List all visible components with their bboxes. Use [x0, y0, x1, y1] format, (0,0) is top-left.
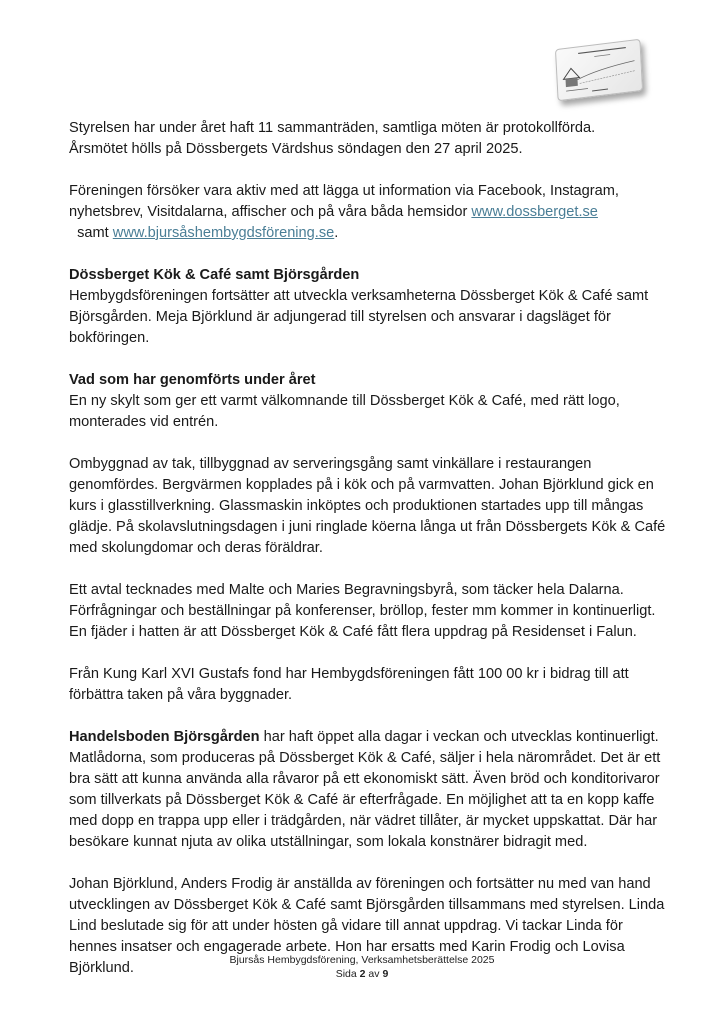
section-text-kok-cafe: Hembygdsföreningen fortsätter att utveckla verksamheterna Dössberget Kök & Café samt Björsgården. Meja Björklund är adjungerad till styrelsen och ansvarar i dagsläget för bokföringen. [69, 288, 649, 346]
footer-title: Bjursås Hembygdsförening, Verksamhetsberättelse 2025 [229, 954, 495, 966]
dossberget-link[interactable]: www.dossberget.se [471, 204, 598, 220]
section-heading-genomfort: Vad som har genomförts under året [69, 372, 316, 388]
ombyggnad-paragraph: Ombyggnad av tak, tillbyggnad av serveringsgång samt vinkällare i restaurangen genomfördes. Bergvärmen kopplades på i kök och på varmvatten. Johan Björklund gick en kurs i glasstillverkning. Glassmaskin inköptes och produktionen startades upp till mångas glädje. På skolavslutningsdagen i juni ringlade köerna långa ut från Dössbergets Kök & Café med skolungdomar och deras föräldrar. [69, 456, 666, 556]
document-body [69, 118, 669, 1000]
hembygdsforening-logo-icon [555, 39, 643, 102]
total-pages: 9 [382, 968, 389, 980]
bidrag-paragraph: Från Kung Karl XVI Gustafs fond har Hembygdsföreningen fått 100 00 kr i bidrag till att förbättra taken på våra byggnader. [69, 666, 629, 703]
meetings-text: Styrelsen har under året haft 11 sammanträden, samtliga möten är protokollförda. [69, 120, 596, 136]
handelsboden-paragraph [69, 727, 669, 853]
postcard-sketch-icon [556, 40, 642, 100]
skylt-paragraph: En ny skylt som ger ett varmt välkomnande till Dössberget Kök & Café, med rätt logo, monterades vid entrén. [69, 393, 620, 430]
section-heading-kok-cafe: Dössberget Kök & Café samt Björsgården [69, 267, 360, 283]
hembygdsforening-link[interactable]: www.bjursåshembygdsförening.se [112, 225, 335, 241]
information-mid-text: samt [69, 225, 113, 241]
page-prefix: Sida [335, 968, 360, 980]
staff-paragraph: Johan Björklund, Anders Frodig är anställda av föreningen och fortsätter nu med van hand utvecklingen av Dössberget Kök & Café samt Björsgården tillsammans med styrelsen. Linda Lind beslutade sig för att under hösten gå vidare till annat uppdrag. Vi tackar Linda för hennes insatser och engagerade arbete. Hon har ersatts med Karin Frodig och Lovisa Björklund. [69, 876, 665, 976]
information-text: Föreningen försöker vara aktiv med att lägga ut information via Facebook, Instagram, nyhetsbrev, Visitdalarna, affischer och på våra båda hemsidor [69, 183, 619, 220]
page-separator: av [365, 968, 383, 980]
handelsboden-lead: Handelsboden Björsgården [69, 729, 260, 745]
avtal-paragraph: Ett avtal tecknades med Malte och Maries Begravningsbyrå, som täcker hela Dalarna. Förfrågningar och beställningar på konferenser, bröllop, fester mm kommer in kontinuerligt. En fjäder i hatten är att Dössberget Kök & Café fått flera uppdrag på Residenset i Falun. [69, 582, 656, 640]
page-number [0, 967, 724, 981]
handelsboden-text: har haft öppet alla dagar i veckan och utvecklas kontinuerligt. Matlådorna, som produceras på Dössberget Kök & Café, säljer i hela närområdet. Det är ett bra sätt att kunna använda alla råvaror på ett ekonomiskt sätt. Även bröd och konditorivaror som tillverkats på Dössberget Kök & Café är efterfrågade. En möjlighet att ta en kopp kaffe med dopp en trappa upp eller i trädgården, när vädret tillåter, är mycket uppskattat. Där har besökare kunnat njuta av olika utställningar, som lokala konstnärer bidragit med. [69, 729, 661, 850]
information-paragraph [69, 181, 669, 244]
board-meetings-paragraph [69, 118, 669, 160]
annual-meeting-text: Årsmötet hölls på Dössbergets Värdshus söndagen den 27 april 2025. [69, 141, 523, 157]
current-page: 2 [359, 968, 366, 980]
period: . [334, 225, 339, 241]
page-footer [0, 953, 724, 981]
